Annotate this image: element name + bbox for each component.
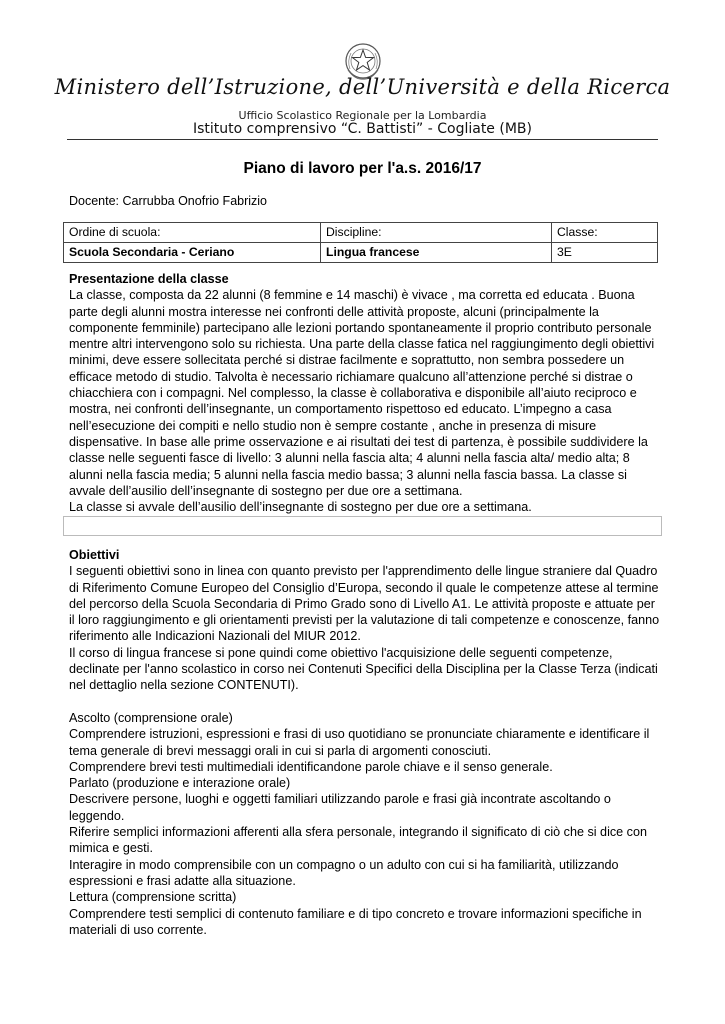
header-divider: [67, 139, 658, 140]
objectives-section: [69, 547, 661, 938]
info-table: [63, 222, 658, 263]
institute-name: Istituto comprensivo “C. Battisti” - Cogliate (MB): [193, 121, 532, 137]
discipline-label: Discipline:: [321, 223, 552, 243]
objectives-paragraph-1: I seguenti obiettivi sono in linea con quanto previsto per l'apprendimento delle lingue straniere dal Quadro di Riferimento Comune Europeo del Consiglio d’Europa, secondo il quale le competenze attese al termine del percorso della Scuola Secondaria di Primo Grado sono di Livello A1. Le attività proposte e attuate per il loro raggiungimento e gli orientamenti previsti per la valutazione di tali competenze e conoscenze, fanno riferimento alle Indicazioni Nazionali del MIUR 2012.: [69, 564, 660, 644]
listening-item-1: Comprendere istruzioni, espressioni e frasi di uso quotidiano se pronunciate chiaramente e identificare il tema generale di brevi messaggi orali in cui si parla di argomenti conosciuti.: [69, 727, 650, 758]
listening-item-2: Comprendere brevi testi multimediali identificandone parole chiave e il senso generale.: [69, 759, 553, 774]
presentation-heading: Presentazione della classe: [69, 272, 229, 286]
presentation-section: [69, 271, 661, 515]
class-value: 3E: [552, 243, 658, 263]
presentation-text: La classe, composta da 22 alunni (8 femmine e 14 maschi) è vivace , ma corretta ed educata . Buona parte degli alunni mostra interesse nei confronti delle attività proposte, alcuni (principalmente la componente femminile) partecipano alle lezioni portando spontaneamente il proprio contributo personale mentre altri intervengono solo su richiesta. Una parte della classe fatica nel raggiungimento degli obiettivi minimi, deve essere sollecitata perché si distrae facilmente e soprattutto, non sembra possedere un efficace metodo di studio. Talvolta è necessario richiamare qualcuno all’attenzione perché si distrae o chiacchiera con i compagni. Nel complesso, la classe è collaborativa e disponibile all’aiuto reciproco e mostra, nei confronti dell’insegnante, un comportamento rispettoso ed educato. L’impegno a casa nell’esecuzione dei compiti e nello studio non è sempre costante , anche in presenza di misure dispensative. In base alle prime osservazione e ai risultati dei test di partenza, è possibile suddividere la classe nelle seguenti fasce di livello: 3 alunni nella fascia alta; 4 alunni nella fascia alta/ medio alta; 8 alunni nella fascia media; 5 alunni nella fascia medio bassa; 3 alunni nella fascia bassa. La classe si avvale dell’ausilio dell’insegnante di sostegno per due ore a settimana.: [69, 288, 655, 498]
speaking-item-3: Interagire in modo comprensibile con un compagno o un adulto con cui si ha familiarità, utilizzando espressioni e frasi adatte alla situazione.: [69, 857, 619, 888]
regional-office: Ufficio Scolastico Regionale per la Lombardia: [238, 109, 487, 122]
objectives-heading: Obiettivi: [69, 548, 120, 562]
class-label: Classe:: [552, 223, 658, 243]
document-title: Piano di lavoro per l'a.s. 2016/17: [243, 160, 482, 177]
ministry-title: Ministero dell’Istruzione, dell’Università e della Ricerca: [54, 75, 671, 99]
speaking-item-1: Descrivere persone, luoghi e oggetti familiari utilizzando parole e frasi già incontrate ascoltando o leggendo.: [69, 792, 611, 823]
presentation-support-note: La classe si avvale dell’ausilio dell’insegnante di sostegno per due ore a settimana.: [69, 500, 532, 515]
reading-item-1: Comprendere testi semplici di contenuto familiare e di tipo concreto e trovare informazioni specifiche in materiali di uso corrente.: [69, 906, 642, 937]
discipline-value: Lingua francese: [321, 243, 552, 263]
school-order-label: Ordine di scuola:: [64, 223, 321, 243]
teacher-name: Docente: Carrubba Onofrio Fabrizio: [69, 194, 268, 208]
speaking-heading: Parlato (produzione e interazione orale): [69, 776, 291, 791]
reading-heading: Lettura (comprensione scritta): [69, 890, 237, 905]
speaking-item-2: Riferire semplici informazioni afferenti alla sfera personale, integrando il significato di ciò che si dice con mimica e gesti.: [69, 825, 647, 856]
listening-heading: Ascolto (comprensione orale): [69, 710, 233, 725]
empty-text-box: [63, 516, 662, 536]
objectives-paragraph-2: Il corso di lingua francese si pone quindi come obiettivo l'acquisizione delle seguenti competenze, declinate per l'anno scolastico in corso nei Contenuti Specifici della Disciplina per la Classe Terza (indicati nel dettaglio nella sezione CONTENUTI).: [69, 645, 658, 693]
info-row-values: [64, 243, 658, 263]
info-row-labels: [64, 223, 658, 243]
paragraph-gap: [69, 694, 661, 710]
school-order-value: Scuola Secondaria - Ceriano: [64, 243, 321, 263]
